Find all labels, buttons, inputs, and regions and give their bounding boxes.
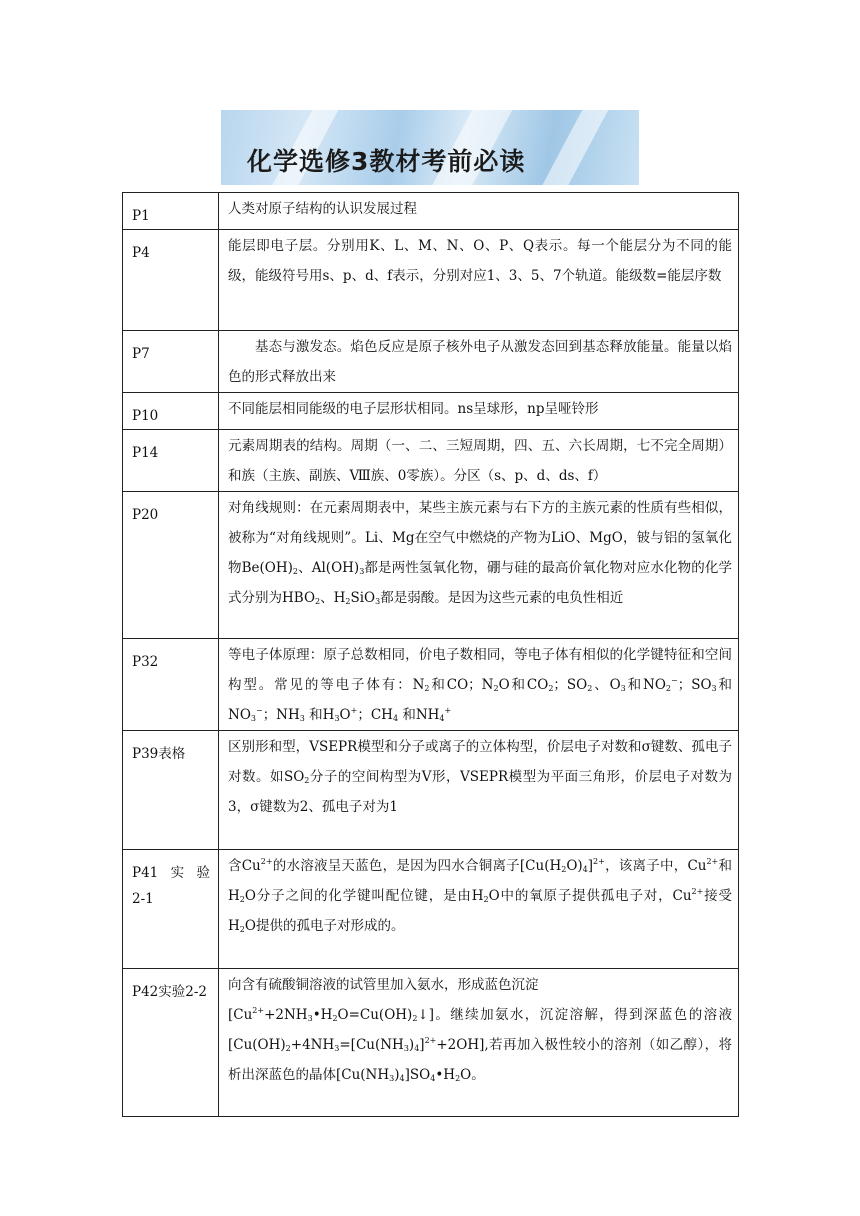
page-ref: P41 xyxy=(132,865,159,881)
page-cell xyxy=(123,393,219,430)
content-text: +2OH],若再加入极性较小的溶剂（如乙醇），将析出深蓝色的晶体[Cu(NH xyxy=(228,1037,732,1083)
page-cell xyxy=(123,193,219,230)
content-text: O和CO xyxy=(498,677,549,693)
content-text: 、Al(OH) xyxy=(298,560,360,576)
subscript: 3 xyxy=(334,1044,340,1053)
content-cell xyxy=(219,639,739,731)
content-text: ) xyxy=(394,1067,400,1083)
content-text: ] xyxy=(587,858,594,874)
banner-title: 化学选修3教材考前必读 xyxy=(247,147,526,176)
content-text: O提供的孤电子对形成的。 xyxy=(244,918,405,934)
subscript: 2 xyxy=(304,776,310,785)
table-row xyxy=(123,393,739,430)
superscript: 2+ xyxy=(260,857,273,866)
content-text: SiO xyxy=(350,590,376,606)
page-cell xyxy=(123,639,219,731)
table-row xyxy=(123,193,739,230)
content-text: 和CO；N xyxy=(429,677,494,693)
page-cell xyxy=(123,731,219,850)
superscript: 2+ xyxy=(252,1006,265,1015)
subscript: 3 xyxy=(711,684,717,693)
content-text: O。 xyxy=(460,1067,485,1083)
content-cell xyxy=(219,331,739,393)
content-text: 向含有硫酸铜溶液的试管里加入氨水，形成蓝色沉淀 xyxy=(228,977,539,993)
subscript: 2 xyxy=(239,925,245,934)
subscript: 2 xyxy=(424,684,430,693)
page-ref: P42实验2-2 xyxy=(132,984,208,1000)
subscript: 4 xyxy=(582,865,588,874)
subscript: 3 xyxy=(250,714,256,723)
content-text: 接受H xyxy=(228,888,733,934)
content-text: 元素周期表的结构。周期（一、二、三短周期，四、五、六长周期，七不完全周期）和族（主族、副族、Ⅷ族、0零族）。分区（s、p、d、ds、f） xyxy=(228,438,732,484)
content-text: ；SO xyxy=(677,677,712,693)
content-text: 的水溶液呈天蓝色，是因为四水合铜离子[Cu(H xyxy=(272,858,562,874)
page-ref-line xyxy=(132,860,218,886)
content-text: ↓]。继续加氨水，沉淀溶解，得到深蓝色的溶液[Cu(OH) xyxy=(228,1007,732,1053)
subscript: 2 xyxy=(315,597,321,606)
subscript: 2 xyxy=(665,684,672,693)
content-text: 和H xyxy=(304,707,335,723)
content-text: 、H xyxy=(320,590,346,606)
table-row xyxy=(123,430,739,492)
page-cell xyxy=(123,969,219,1117)
content-text: 对角线规则：在元素周期表中，某些主族元素与右下方的主族元素的性质有些相似，被称为“对角线规则”。Li、Mg在空气中燃烧的产物为LiO、MgO，铍与铝的氢氧化物Be(OH) xyxy=(228,500,732,576)
banner-stripe xyxy=(534,110,613,185)
page-ref: P20 xyxy=(132,507,159,523)
content-text: ]SO xyxy=(404,1067,431,1083)
content-text: 分子的空间构型为V形，VSEPR模型为平面三角形，价层电子对数为3，σ键数为2、孤电子对为1 xyxy=(228,769,732,815)
page-ref: P32 xyxy=(132,654,159,670)
subscript: 3 xyxy=(307,1014,313,1023)
content-cell xyxy=(219,193,739,230)
superscript: 2+ xyxy=(593,857,605,866)
subscript: 2 xyxy=(285,1044,291,1053)
content-text: ) xyxy=(408,1037,415,1053)
content-text: O中的氧原子提供孤电子对，Cu xyxy=(488,888,692,904)
content-text: 和H xyxy=(228,858,732,904)
content-text: ] xyxy=(419,1037,425,1053)
page-ref: 验 xyxy=(196,865,210,881)
subscript: 2 xyxy=(455,1074,461,1083)
subscript: 2 xyxy=(332,1014,338,1023)
content-text: 能层即电子层。分别用K、L、M、N、O、P、Q表示。每一个能层分为不同的能级，能级符号用s、p、d、f表示，分别对应1、3、5、7个轨道。能级数=能层序数 xyxy=(228,238,732,284)
subscript: 2 xyxy=(587,684,593,693)
content-text: ；NH xyxy=(262,707,300,723)
table-row xyxy=(123,969,739,1117)
content-text: ；CH xyxy=(357,707,393,723)
page-cell xyxy=(123,331,219,393)
superscript: + xyxy=(350,706,358,715)
subscript: 2 xyxy=(292,567,298,576)
content-text: 基态与激发态。焰色反应是原子核外电子从激发态回到基态释放能量。能量以焰色的形式释放出来 xyxy=(228,339,732,385)
subscript: 4 xyxy=(430,1074,436,1083)
page-ref: 实 xyxy=(170,865,185,881)
content-text: O=Cu(OH) xyxy=(337,1007,413,1023)
content-cell xyxy=(219,230,739,331)
page-ref: P14 xyxy=(132,445,159,461)
subscript: 2 xyxy=(345,597,351,606)
subscript: 2 xyxy=(483,895,489,904)
subscript: 3 xyxy=(375,597,381,606)
page-ref: P7 xyxy=(132,346,150,362)
superscript: 2+ xyxy=(424,1036,437,1045)
content-text: 都是弱酸。是因为这些元素的电负性相近 xyxy=(380,590,624,606)
table-row xyxy=(123,850,739,969)
page-cell xyxy=(123,430,219,492)
subscript: 4 xyxy=(392,714,399,723)
table-row xyxy=(123,230,739,331)
superscript: 2+ xyxy=(706,857,719,866)
content-text: 和NO xyxy=(625,677,666,693)
table-row xyxy=(123,639,739,731)
content-text: 和NO xyxy=(228,677,733,723)
page-ref: P39表格 xyxy=(132,746,186,762)
subscript: 3 xyxy=(403,1044,409,1053)
content-text: O) xyxy=(566,858,583,874)
superscript: − xyxy=(671,676,678,685)
content-text: ；SO xyxy=(553,677,588,693)
content-text: 含Cu xyxy=(228,858,261,874)
subscript: 3 xyxy=(299,714,305,723)
table-row xyxy=(123,731,739,850)
page-ref: P1 xyxy=(132,208,150,224)
content-text: •H xyxy=(312,1007,333,1023)
content-text: +2NH xyxy=(264,1007,308,1023)
table-row xyxy=(123,492,739,639)
subscript: 3 xyxy=(359,567,365,576)
subscript: 3 xyxy=(620,684,626,693)
subscript: 3 xyxy=(389,1074,395,1083)
subscript: 2 xyxy=(548,684,554,693)
content-cell xyxy=(219,731,739,850)
content-text: O分子之间的化学键叫配位键，是由H xyxy=(244,888,484,904)
notes-table xyxy=(122,192,739,1117)
superscript: − xyxy=(255,706,263,715)
content-text: •H xyxy=(435,1067,456,1083)
content-cell xyxy=(219,969,739,1117)
content-text: ，该离子中，Cu xyxy=(604,858,707,874)
table-row xyxy=(123,331,739,393)
content-text: O xyxy=(339,707,351,723)
content-text: 和NH xyxy=(398,707,440,723)
subscript: 4 xyxy=(399,1074,405,1083)
content-text: 不同能层相同能级的电子层形状相同。ns呈球形，np呈哑铃形 xyxy=(228,401,599,417)
subscript: 2 xyxy=(412,1014,418,1023)
content-text: 区别形和型，VSEPR模型和分子或离子的立体构型，价层电子对数和σ键数、孤电子对数。如SO xyxy=(228,739,732,785)
page-cell xyxy=(123,492,219,639)
content-text: 人类对原子结构的认识发展过程 xyxy=(228,201,417,217)
content-text: =[Cu(NH xyxy=(339,1037,404,1053)
superscript: + xyxy=(444,706,452,715)
subscript: 2 xyxy=(561,865,567,874)
content-cell xyxy=(219,393,739,430)
subscript: 3 xyxy=(334,714,340,723)
page-ref: P4 xyxy=(132,245,150,261)
content-text: 都是两性氢氧化物，硼与硅的最高价氧化物对应水化物的化学式分别为HBO xyxy=(228,560,732,606)
superscript: 2+ xyxy=(691,887,704,896)
subscript: 4 xyxy=(414,1044,420,1053)
page-ref: 2-1 xyxy=(132,891,154,907)
subscript: 2 xyxy=(493,684,499,693)
content-text: 等电子体原理：原子总数相同，价电子数相同，等电子体有相似的化学键特征和空间构型。常见的等电子体有：N xyxy=(228,647,732,693)
content-text: [Cu xyxy=(228,1007,253,1023)
title-banner xyxy=(221,110,639,185)
content-text: 、O xyxy=(592,677,621,693)
subscript: 4 xyxy=(439,714,445,723)
content-cell xyxy=(219,850,739,969)
page-cell xyxy=(123,850,219,969)
page-ref: P10 xyxy=(132,408,159,424)
subscript: 2 xyxy=(239,895,245,904)
content-text: +4NH xyxy=(290,1037,335,1053)
content-cell xyxy=(219,430,739,492)
content-cell xyxy=(219,492,739,639)
page-cell xyxy=(123,230,219,331)
